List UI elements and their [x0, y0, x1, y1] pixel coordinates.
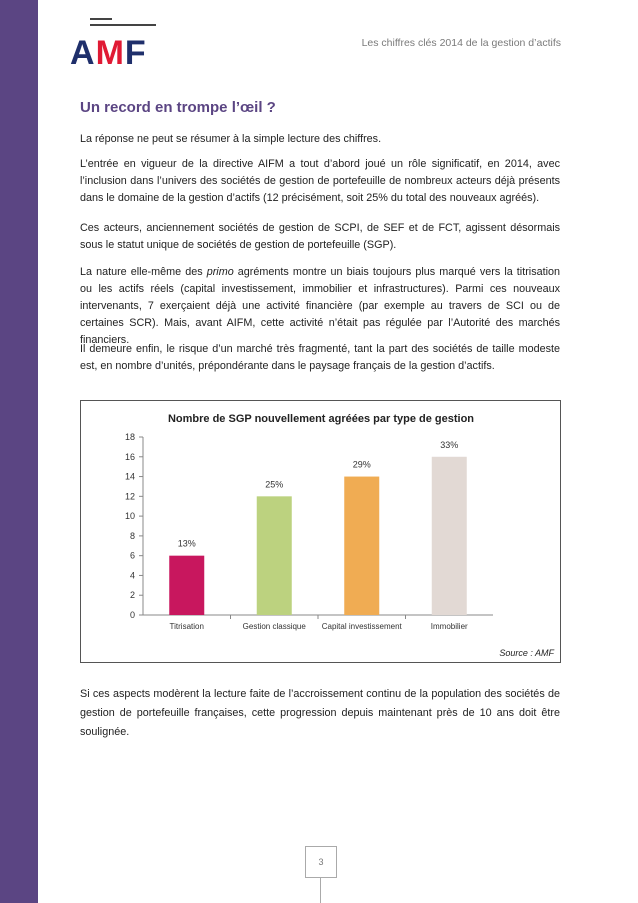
chart-title: Nombre de SGP nouvellement agréées par type de gestion [167, 413, 475, 425]
paragraph-6: Si ces aspects modèrent la lecture faite de l’accroissement continu de la population des sociétés de gestion de portefeuille françaises, cette progression depuis maintenant près de 10 ans doit être soulignée. [80, 688, 560, 738]
chart-canvas [81, 401, 562, 664]
paragraph-3: Ces acteurs, anciennement sociétés de gestion de SCPI, de SEF et de FCT, agissent désormais sous le statut unique de sociétés de gestion de portefeuille (SGP). [80, 222, 560, 251]
paragraph-1: La réponse ne peut se résumer à la simple lecture des chiffres. [80, 133, 382, 145]
page-number: 3 [305, 846, 337, 878]
paragraph-4-start: La nature elle-même des [80, 266, 207, 278]
y-tick-label: 14 [124, 471, 135, 482]
paragraph-4-end: agréments montre un biais toujours plus marqué vers la titrisation ou les actifs réels (capital investissement, immobilier et infrastructures). Parmi ces nouveaux intervenants, 7 exerçaient déjà une activité financière (par exemple au travers de SCI ou de certaines SCR). Mais, avant AIFM, cette activité n’était pas régulée par l’Autorité des marchés financiers. [80, 266, 561, 346]
data-label: 13% [177, 538, 196, 549]
data-label: 25% [265, 479, 284, 490]
bar-immobilier [432, 457, 467, 615]
paragraph-4 [80, 264, 560, 349]
data-label: 29% [352, 459, 371, 470]
page-number-line [320, 878, 321, 903]
logo-tagline-line [90, 18, 112, 20]
report-title: Les chiffres clés 2014 de la gestion d’actifs [361, 37, 561, 49]
bar-titrisation [169, 556, 204, 615]
bar-capital-investissement [344, 477, 379, 615]
paragraph-2: L’entrée en vigueur de la directive AIFM a tout d’abord joué un rôle significatif, en 2014, avec l’inclusion dans l’univers des sociétés de gestion de portefeuille de nombreux acteurs déjà présents dans le domaine de la gestion d’actifs (12 précisément, soit 25% du total des nouveaux agréés). [80, 158, 560, 204]
logo-tagline-line [90, 24, 156, 26]
y-tick-label: 12 [124, 491, 135, 502]
y-tick-label: 8 [129, 530, 135, 541]
category-label: Gestion classique [242, 622, 306, 631]
bar-gestion-classique [257, 496, 292, 615]
chart-source: Source : AMF [499, 648, 554, 658]
data-label: 33% [440, 439, 459, 450]
y-tick-label: 10 [124, 511, 135, 522]
category-label: Titrisation [169, 622, 204, 631]
bar-chart [80, 400, 561, 663]
logo-wordmark: AMF [70, 34, 147, 72]
y-tick-label: 6 [129, 550, 135, 561]
paragraph-5: Il demeure enfin, le risque d’un marché très fragmenté, tant la part des sociétés de taille modeste est, en nombre d’unités, prépondérante dans le paysage français de la gestion d’actifs. [80, 343, 560, 372]
y-tick-label: 2 [129, 590, 135, 601]
category-label: Capital investissement [321, 622, 402, 631]
y-tick-label: 0 [129, 610, 135, 620]
paragraph-4-italic: primo [206, 266, 234, 278]
section-title: Un record en trompe l’œil ? [80, 99, 276, 116]
category-label: Immobilier [430, 622, 468, 631]
amf-logo [70, 14, 162, 76]
y-tick-label: 4 [129, 570, 135, 581]
sidebar-band [0, 0, 38, 903]
y-tick-label: 16 [124, 451, 135, 462]
y-tick-label: 18 [124, 432, 135, 442]
